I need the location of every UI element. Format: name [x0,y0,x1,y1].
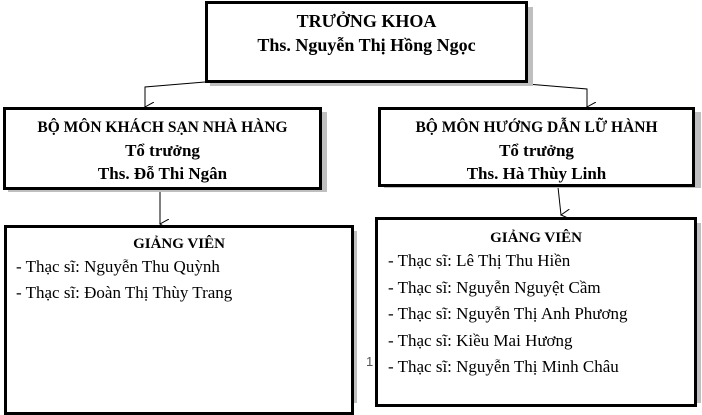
list-item: - Thạc sĩ: Lê Thị Thu Hiền [388,251,571,270]
hotel-lecturers-list [7,254,351,306]
list-item: - Thạc sĩ: Kiều Mai Hương [388,330,573,350]
page-number: 1 [366,354,374,369]
connector-tour-to-lecturers [558,187,561,215]
list-item: - Thạc sĩ: Đoàn Thị Thùy Trang [16,283,233,302]
hotel-dept-head: Ths. Đỗ Thi Ngân [97,164,228,183]
tour-dept-role: Tổ trưởng [499,141,574,160]
hotel-dept-role: Tổ trưởng [125,141,200,160]
list-item: - Thạc sĩ: Nguyễn Nguyệt Cầm [388,277,601,297]
hotel-lecturers-title: GIẢNG VIÊN [133,236,225,252]
dean-name: Ths. Nguyễn Thị Hồng Ngọc [257,35,476,55]
tour-dept-name: BỘ MÔN HƯỚNG DẪN LỮ HÀNH [415,119,658,136]
tour-dept-head: Ths. Hà Thùy Linh [466,164,607,183]
list-item: - Thạc sĩ: Nguyễn Thu Quỳnh [16,257,220,276]
connector-dean-to-tour [527,84,587,107]
list-item: - Thạc sĩ: Nguyễn Thị Minh Châu [388,357,619,376]
hotel-lecturers-box [4,225,354,415]
dean-box [205,1,528,83]
hotel-dept-name: BỘ MÔN KHÁCH SẠN NHÀ HÀNG [37,119,288,136]
hotel-dept-box [3,107,322,190]
tour-lecturers-title: GIẢNG VIÊN [490,230,582,246]
list-item: - Thạc sĩ: Nguyễn Thị Anh Phương [388,304,628,323]
tour-lecturers-list [378,248,694,381]
tour-dept-box [378,107,695,187]
dean-title: TRƯỞNG KHOA [296,11,437,31]
connector-dean-to-hotel [145,82,205,107]
tour-lecturers-box [375,217,697,407]
